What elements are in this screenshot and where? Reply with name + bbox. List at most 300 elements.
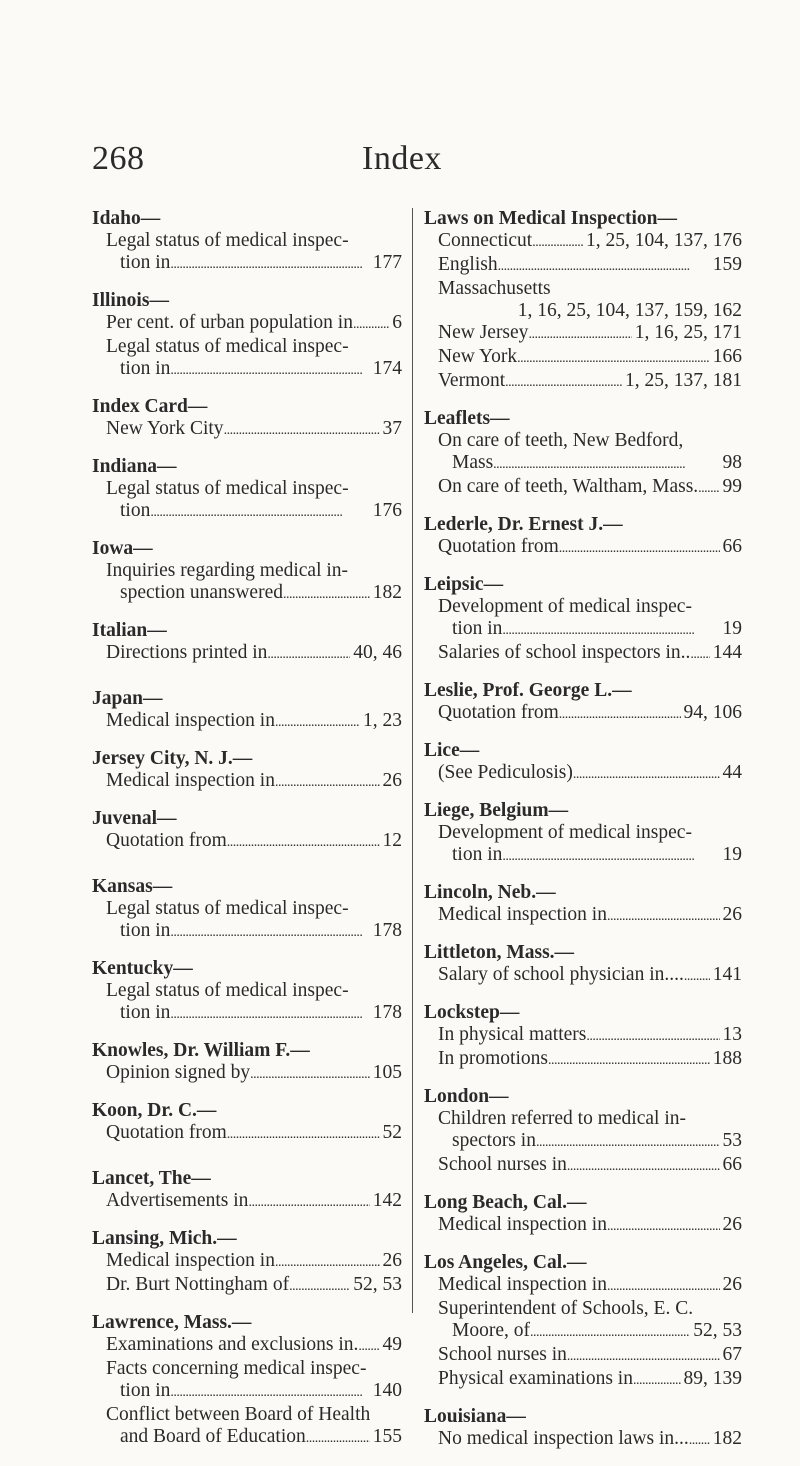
page-reference: 52 [382, 1122, 402, 1143]
index-line [438, 1344, 742, 1368]
index-subentry-text: Advertisements in [106, 1190, 249, 1211]
index-heading: Lockstep— [424, 1002, 520, 1023]
index-line [438, 476, 742, 500]
index-subentry-text: Legal status of medical inspec- [106, 898, 349, 919]
leader-dots [250, 1062, 370, 1086]
page-reference: 66 [722, 1154, 742, 1175]
page-reference: 12 [382, 830, 402, 851]
index-line [438, 370, 742, 394]
index-line [106, 1334, 402, 1358]
index-entry [424, 1002, 742, 1072]
index-entry [424, 740, 742, 786]
index-subentry-text: On care of teeth, New Bedford, [438, 430, 684, 451]
index-subentry [92, 560, 402, 606]
index-subentry-text: tion in [120, 358, 171, 379]
index-heading: Jersey City, N. J.— [92, 748, 253, 769]
index-line [106, 1380, 402, 1404]
index-heading: Leaflets— [424, 408, 510, 429]
index-subentry-text: School nurses in [438, 1344, 567, 1365]
leader-dots [502, 844, 719, 868]
leader-dots [586, 1024, 719, 1048]
page-reference: 166 [712, 346, 742, 367]
index-subentry-text: tion in [452, 618, 503, 639]
index-subentry-text: Salaries of school inspectors in.. [438, 642, 691, 663]
index-line [438, 230, 742, 254]
index-entry [424, 574, 742, 666]
index-entry [92, 1228, 402, 1298]
index-heading: Koon, Dr. C.— [92, 1100, 217, 1121]
index-subentry [92, 1190, 402, 1214]
index-entry [424, 1086, 742, 1178]
page-reference: 49 [382, 1334, 402, 1355]
index-line [106, 1122, 402, 1146]
page-reference: 144 [712, 642, 742, 663]
index-subentry-text: Dr. Burt Nottingham of [106, 1274, 290, 1295]
index-line [106, 1002, 402, 1026]
index-subentry-text: School nurses in [438, 1154, 567, 1175]
index-line [106, 1250, 402, 1274]
page-reference: 182 [372, 582, 402, 603]
leader-dots [607, 1274, 720, 1298]
page-reference: 6 [392, 312, 402, 333]
index-heading: Lederle, Dr. Ernest J.— [424, 514, 623, 535]
page-reference: 53 [722, 1130, 742, 1151]
index-heading: Liege, Belgium— [424, 800, 569, 821]
index-line [106, 830, 402, 854]
index-subentry [424, 536, 742, 560]
index-subentry [424, 822, 742, 868]
leader-dots [517, 346, 710, 370]
index-subentry-text: New York City [106, 418, 224, 439]
index-subentry [92, 770, 402, 794]
index-entry [92, 396, 402, 442]
index-subentry-text: Directions printed in [106, 642, 268, 663]
index-subentry-text: Legal status of medical inspec- [106, 980, 349, 1001]
page-reference: 52, 53 [353, 1274, 402, 1295]
index-heading: Long Beach, Cal.— [424, 1192, 587, 1213]
index-entry [424, 1192, 742, 1238]
index-heading: Littleton, Mass.— [424, 942, 575, 963]
index-subentry-text: Mass [452, 452, 494, 473]
page-reference: 155 [372, 1426, 402, 1447]
index-entry [424, 882, 742, 928]
page-title: Index [362, 140, 442, 177]
index-subentry [424, 1024, 742, 1048]
index-line [106, 500, 402, 524]
leader-dots [275, 710, 360, 734]
leader-dots [224, 418, 380, 442]
index-line [106, 1062, 402, 1086]
index-line [106, 312, 402, 336]
index-subentry [92, 1358, 402, 1404]
index-subentry-text: Moore, of [452, 1320, 530, 1341]
index-subentry [424, 278, 742, 322]
index-line [438, 254, 742, 278]
leader-dots [684, 964, 710, 988]
index-subentry [92, 1334, 402, 1358]
index-heading: Italian— [92, 620, 167, 641]
index-entry [92, 876, 402, 944]
index-entry [92, 538, 402, 606]
index-subentry [92, 1250, 402, 1274]
index-subentry-text: Development of medical inspec- [438, 596, 692, 617]
leader-dots [530, 1320, 690, 1344]
leader-dots [505, 370, 622, 394]
index-line [438, 964, 742, 988]
page-reference: 40, 46 [353, 642, 402, 663]
index-subentry [424, 1274, 742, 1298]
index-entry [424, 514, 742, 560]
index-line [438, 346, 742, 370]
index-subentry-text: Medical inspection in [106, 1250, 275, 1271]
index-subentry-text: Medical inspection in [438, 1214, 607, 1235]
index-subentry-text: Salary of school physician in.... [438, 964, 684, 985]
leader-dots [150, 500, 369, 524]
index-line [438, 762, 742, 786]
leader-dots [607, 1214, 720, 1238]
page-reference: 26 [722, 1214, 742, 1235]
index-entry [424, 1252, 742, 1392]
index-subentry [92, 710, 402, 734]
index-subentry [424, 642, 742, 666]
index-entry [424, 1406, 742, 1452]
index-subentry [92, 1122, 402, 1146]
page-reference: 178 [372, 920, 402, 941]
index-heading: Knowles, Dr. William F.— [92, 1040, 310, 1061]
index-heading: Lancet, The— [92, 1168, 211, 1189]
index-subentry-text: In physical matters [438, 1024, 587, 1045]
index-subentry-text: Medical inspection in [106, 770, 275, 791]
index-heading: Leslie, Prof. George L.— [424, 680, 632, 701]
index-entry [92, 456, 402, 524]
index-subentry-text: Legal status of medical inspec- [106, 478, 349, 499]
index-heading: Indiana— [92, 456, 177, 477]
index-line [106, 920, 402, 944]
index-subentry [92, 1274, 402, 1298]
index-heading: Japan— [92, 688, 163, 709]
index-line [438, 618, 742, 642]
index-entry [424, 680, 742, 726]
index-subentry-text: Children referred to medical in- [438, 1108, 686, 1129]
leader-dots [267, 642, 350, 666]
page-reference: 26 [382, 1250, 402, 1271]
leader-dots [275, 1250, 380, 1274]
index-heading: Iowa— [92, 538, 153, 559]
index-subentry-text: Facts concerning medical inspec- [106, 1358, 367, 1379]
page-reference: 1, 25, 104, 137, 176 [586, 230, 742, 251]
index-entry [424, 942, 742, 988]
index-subentry [424, 346, 742, 370]
index-heading: London— [424, 1086, 509, 1107]
leader-dots [493, 452, 719, 476]
page-reference: 13 [722, 1024, 742, 1045]
leader-dots [275, 770, 380, 794]
index-subentry [424, 430, 742, 476]
index-subentry-text: Vermont [438, 370, 506, 391]
index-subentry [424, 1108, 742, 1154]
index-line [106, 770, 402, 794]
index-subentry [424, 762, 742, 786]
index-line [106, 642, 402, 666]
leader-dots [559, 702, 681, 726]
index-subentry-text: tion in [120, 920, 171, 941]
index-line [438, 702, 742, 726]
index-heading: Laws on Medical Inspection— [424, 208, 677, 229]
page-reference: 105 [372, 1062, 402, 1083]
leader-dots [690, 642, 709, 666]
index-subentry-text: Examinations and exclusions in. [106, 1334, 359, 1355]
page-reference: 19 [722, 618, 742, 639]
leader-dots [607, 904, 720, 928]
index-line [106, 1190, 402, 1214]
index-subentry-text: On care of teeth, Waltham, Mass. [438, 476, 699, 497]
index-line [438, 1368, 742, 1392]
index-subentry-text: Superintendent of Schools, E. C. [438, 1298, 694, 1319]
index-subentry-text: Physical examinations in [438, 1368, 633, 1389]
index-entry [92, 620, 402, 666]
index-heading: Lincoln, Neb.— [424, 882, 556, 903]
page-reference: 1, 25, 137, 181 [625, 370, 742, 391]
index-subentry [92, 230, 402, 276]
index-subentry [92, 898, 402, 944]
leader-dots [227, 830, 380, 854]
page-reference: 159 [712, 254, 742, 275]
index-entry [92, 688, 402, 734]
index-entry [92, 958, 402, 1026]
index-subentry [424, 964, 742, 988]
page-reference: 1, 16, 25, 104, 137, 159, 162 [517, 300, 742, 321]
index-line [106, 582, 402, 606]
index-heading: Kansas— [92, 876, 173, 897]
index-entry [424, 208, 742, 394]
index-subentry [92, 1404, 402, 1450]
index-heading: Los Angeles, Cal.— [424, 1252, 587, 1273]
index-line [438, 1214, 742, 1238]
index-subentry-text: Quotation from [106, 1122, 227, 1143]
index-subentry-text: Quotation from [106, 830, 227, 851]
index-heading: Leipsic— [424, 574, 504, 595]
index-subentry [424, 476, 742, 500]
leader-dots [289, 1274, 350, 1298]
index-subentry-text: Medical inspection in [438, 1274, 607, 1295]
leader-dots [353, 312, 389, 336]
page-reference: 177 [372, 252, 402, 273]
page-reference: 1, 16, 25, 171 [634, 322, 742, 343]
leader-dots [306, 1426, 370, 1450]
index-subentry [424, 1298, 742, 1344]
index-heading: Idaho— [92, 208, 161, 229]
page-reference: 178 [372, 1002, 402, 1023]
index-entry [92, 1312, 402, 1450]
index-subentry [424, 254, 742, 278]
index-heading: Juvenal— [92, 808, 177, 829]
page-reference: 26 [722, 1274, 742, 1295]
index-subentry-text: Inquiries regarding medical in- [106, 560, 349, 581]
leader-dots [358, 1334, 379, 1358]
index-subentry-text: English [438, 254, 498, 275]
leader-dots [559, 536, 720, 560]
index-line [438, 452, 742, 476]
index-line [106, 418, 402, 442]
page-reference: 140 [372, 1380, 402, 1401]
index-line [106, 358, 402, 382]
index-subentry-text: Quotation from [438, 702, 559, 723]
page-reference: 89, 139 [683, 1368, 742, 1389]
page-reference: 182 [712, 1428, 742, 1449]
column-divider [412, 208, 413, 1313]
index-column-left [92, 208, 402, 1464]
index-subentry [92, 312, 402, 336]
leader-dots [502, 618, 719, 642]
index-subentry-text: (See Pediculosis) [438, 762, 573, 783]
index-line [106, 1426, 402, 1450]
page-number: 268 [92, 140, 145, 177]
index-column-right [424, 208, 742, 1466]
index-subentry [92, 418, 402, 442]
index-entry [424, 800, 742, 868]
page-reference: 176 [372, 500, 402, 521]
page-reference: 142 [372, 1190, 402, 1211]
index-subentry [92, 1062, 402, 1086]
page-reference: 44 [722, 762, 742, 783]
index-subentry [92, 980, 402, 1026]
index-subentry [424, 322, 742, 346]
leader-dots [528, 322, 631, 346]
index-line [438, 1274, 742, 1298]
page-reference: 52, 53 [693, 1320, 742, 1341]
index-subentry [92, 642, 402, 666]
index-entry [92, 290, 402, 382]
index-entry [92, 1040, 402, 1086]
page-reference: 1, 23 [363, 710, 402, 731]
page-header [0, 140, 800, 200]
page-reference: 94, 106 [683, 702, 742, 723]
index-heading: Lice— [424, 740, 480, 761]
index-heading: Louisiana— [424, 1406, 526, 1427]
index-subentry [92, 336, 402, 382]
index-subentry-text: Medical inspection in [438, 904, 607, 925]
leader-dots [548, 1048, 710, 1072]
index-heading: Lawrence, Mass.— [92, 1312, 252, 1333]
index-subentry-text: Connecticut [438, 230, 533, 251]
page-reference: 174 [372, 358, 402, 379]
index-subentry-text: Development of medical inspec- [438, 822, 692, 843]
index-subentry [424, 1154, 742, 1178]
index-subentry [424, 1048, 742, 1072]
leader-dots [170, 358, 369, 382]
index-subentry-text: and Board of Education [120, 1426, 306, 1447]
index-subentry [424, 1214, 742, 1238]
index-subentry-text: In promotions [438, 1048, 548, 1069]
leader-dots [498, 254, 710, 278]
leader-dots [698, 476, 719, 500]
index-line [438, 1428, 742, 1452]
index-heading: Index Card— [92, 396, 208, 417]
index-entry [92, 748, 402, 794]
index-line [438, 844, 742, 868]
page-reference: 26 [382, 770, 402, 791]
leader-dots [689, 1428, 710, 1452]
index-subentry-text: Massachusetts [438, 278, 551, 299]
page-reference: 188 [712, 1048, 742, 1069]
index-entry [424, 408, 742, 500]
index-entry [92, 1100, 402, 1146]
index-line [438, 322, 742, 346]
index-line [438, 904, 742, 928]
index-subentry [424, 904, 742, 928]
leader-dots [532, 230, 583, 254]
index-line [106, 1274, 402, 1298]
index-line [438, 1024, 742, 1048]
index-subentry [424, 596, 742, 642]
leader-dots [227, 1122, 380, 1146]
index-subentry [424, 370, 742, 394]
page-reference: 26 [722, 904, 742, 925]
index-subentry [424, 1368, 742, 1392]
page-reference: 19 [722, 844, 742, 865]
index-entry [92, 1168, 402, 1214]
index-heading: Illinois— [92, 290, 169, 311]
index-subentry-text: tion [120, 500, 151, 521]
index-subentry-text: New Jersey [438, 322, 529, 343]
index-subentry-text: Legal status of medical inspec- [106, 230, 349, 251]
index-subentry-text: spection unanswered [120, 582, 283, 603]
index-line [438, 1130, 742, 1154]
leader-dots [567, 1344, 720, 1368]
leader-dots [170, 1380, 369, 1404]
index-subentry-text: tion in [452, 844, 503, 865]
index-subentry [424, 230, 742, 254]
index-subentry-text: Conflict between Board of Health [106, 1404, 371, 1425]
leader-dots [248, 1190, 369, 1214]
index-subentry [424, 702, 742, 726]
index-line [106, 252, 402, 276]
index-entry [92, 208, 402, 276]
leader-dots [170, 252, 369, 276]
page-reference: 37 [382, 418, 402, 439]
index-subentry [92, 478, 402, 524]
page-reference: 141 [712, 964, 742, 985]
index-heading: Lansing, Mich.— [92, 1228, 237, 1249]
index-entry [92, 808, 402, 854]
leader-dots [573, 762, 720, 786]
index-subentry-text: Per cent. of urban population in [106, 312, 353, 333]
index-line [438, 1154, 742, 1178]
index-line [438, 642, 742, 666]
page-reference: 99 [722, 476, 742, 497]
index-line [438, 1320, 742, 1344]
leader-dots [536, 1130, 720, 1154]
index-heading: Kentucky— [92, 958, 193, 979]
page-reference: 66 [722, 536, 742, 557]
index-subentry-text: Legal status of medical inspec- [106, 336, 349, 357]
index-subentry [424, 1428, 742, 1452]
index-subentry [92, 830, 402, 854]
leader-dots [567, 1154, 720, 1178]
index-subentry-text: Opinion signed by [106, 1062, 251, 1083]
index-subentry-text: tion in [120, 1002, 171, 1023]
leader-dots [170, 920, 369, 944]
page-reference: 98 [722, 452, 742, 473]
index-subentry-text: Quotation from [438, 536, 559, 557]
index-subentry-text: tion in [120, 1380, 171, 1401]
index-line [438, 1048, 742, 1072]
index-subentry [424, 1344, 742, 1368]
index-subentry-text: spectors in [452, 1130, 536, 1151]
index-line [106, 710, 402, 734]
leader-dots [170, 1002, 369, 1026]
index-line [438, 536, 742, 560]
